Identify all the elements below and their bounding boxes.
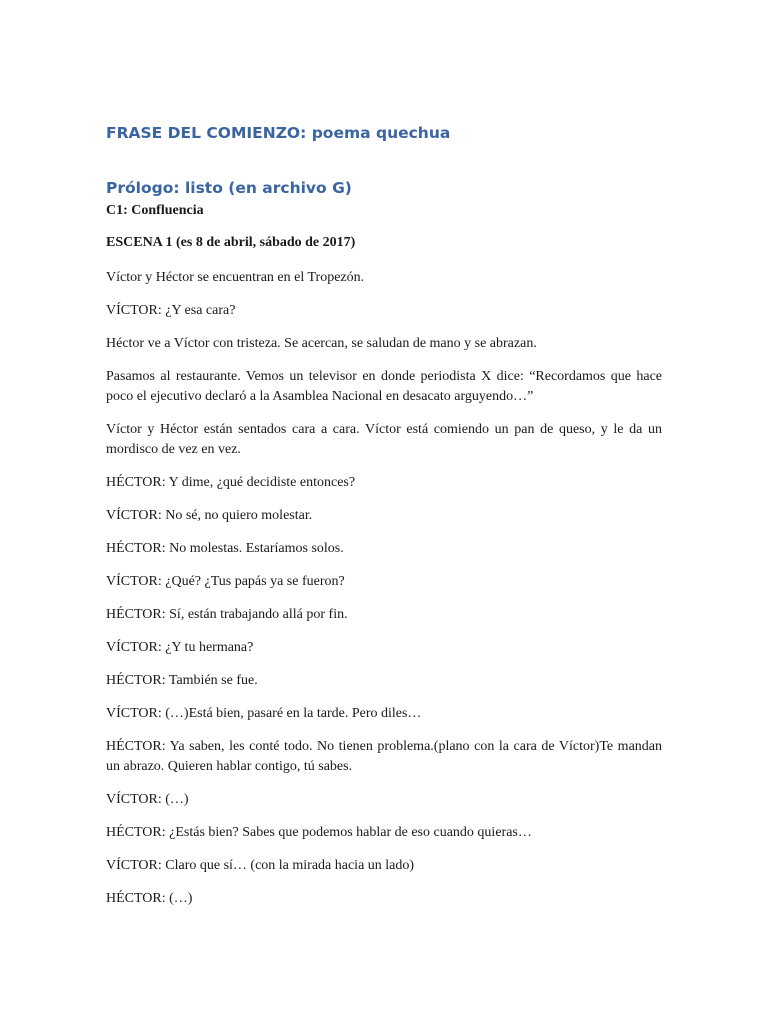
dialogue-line: HÉCTOR: Y dime, ¿qué decidiste entonces? — [106, 475, 356, 490]
chapter-title: C1: Confluencia — [106, 203, 204, 218]
dialogue-line: HÉCTOR: No molestas. Estaríamos solos. — [106, 541, 344, 556]
dialogue-line: VÍCTOR: ¿Y esa cara? — [106, 303, 236, 318]
dialogue-line: VÍCTOR: No sé, no quiero molestar. — [106, 508, 313, 523]
scene-title: ESCENA 1 (es 8 de abril, sábado de 2017) — [106, 235, 356, 250]
dialogue-line: VÍCTOR: ¿Qué? ¿Tus papás ya se fueron? — [106, 574, 345, 589]
dialogue-line: HÉCTOR: (…) — [106, 891, 193, 906]
dialogue-line: VÍCTOR: Claro que sí… (con la mirada hacia un lado) — [106, 858, 415, 873]
dialogue-line: HÉCTOR: ¿Estás bien? Sabes que podemos hablar de eso cuando quieras… — [106, 825, 532, 840]
paragraph: Héctor ve a Víctor con tristeza. Se acercan, se saludan de mano y se abrazan. — [106, 336, 537, 351]
dialogue-line: VÍCTOR: (…) — [106, 792, 189, 807]
paragraph: Víctor y Héctor están sentados cara a cara. Víctor está comiendo un pan de queso, y le da un mordisco de vez en vez. — [106, 422, 662, 457]
heading-frase-del-comienzo: FRASE DEL COMIENZO: poema quechua — [106, 124, 451, 142]
dialogue-line: HÉCTOR: Ya saben, les conté todo. No tienen problema.(plano con la cara de Víctor)Te mandan un abrazo. Quieren hablar contigo, tú sabes. — [106, 739, 662, 774]
paragraph: Víctor y Héctor se encuentran en el Tropezón. — [106, 270, 365, 285]
paragraph: Pasamos al restaurante. Vemos un televisor en donde periodista X dice: “Recordamos que hace poco el ejecutivo declaró a la Asamblea Nacional en desacato arguyendo…” — [106, 369, 662, 404]
dialogue-line: HÉCTOR: Sí, están trabajando allá por fin. — [106, 607, 348, 622]
dialogue-line: HÉCTOR: También se fue. — [106, 673, 258, 688]
dialogue-line: VÍCTOR: (…)Está bien, pasaré en la tarde. Pero diles… — [106, 706, 422, 721]
heading-prologo: Prólogo: listo (en archivo G) — [106, 179, 352, 197]
dialogue-line: VÍCTOR: ¿Y tu hermana? — [106, 640, 254, 655]
